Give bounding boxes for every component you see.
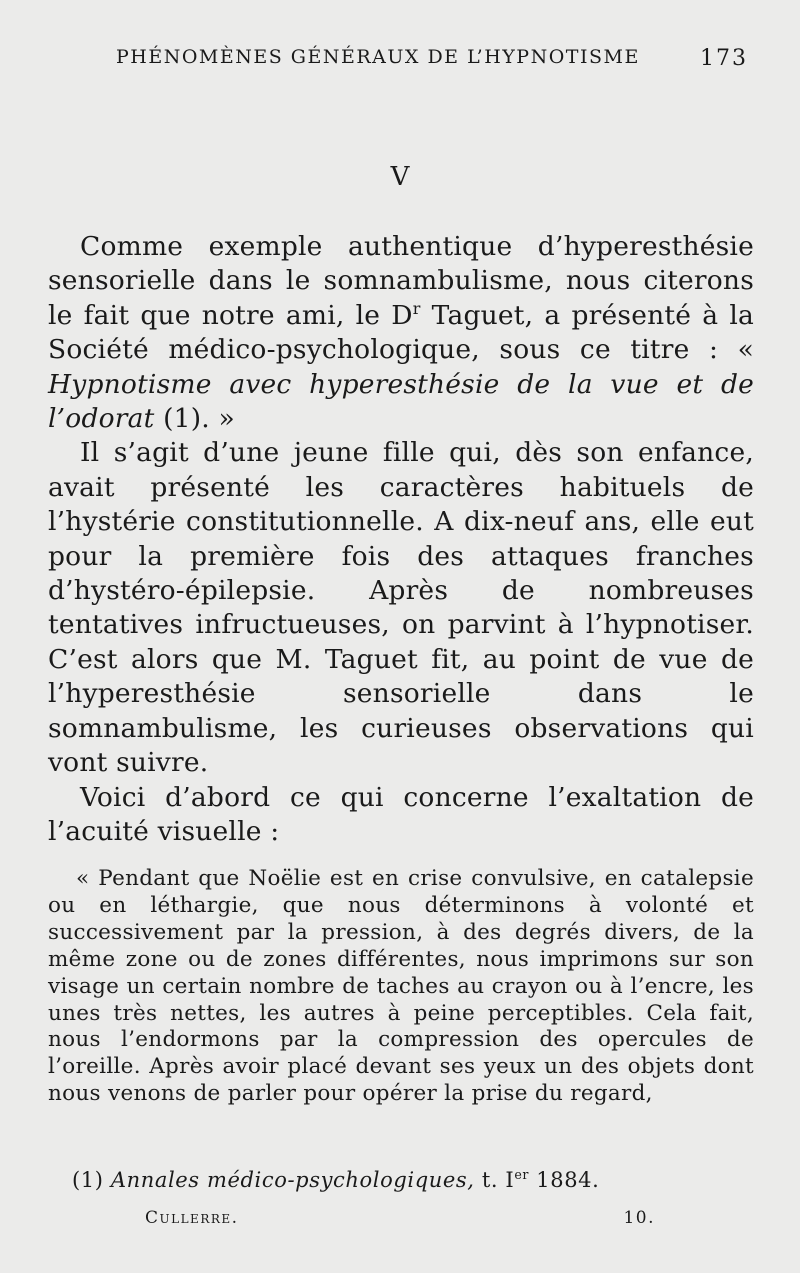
section-number: V	[390, 162, 410, 192]
paragraph-3: Voici d’abord ce qui concerne l’exaltation de l’acuité visuelle :	[48, 781, 754, 847]
paragraph-1-text-end: (1). »	[154, 403, 235, 435]
paragraph-1	[48, 230, 754, 436]
paragraph-2: Il s’agit d’une jeune fille qui, dès son enfance, avait présenté les caractères habituels de l’hystérie constitutionnelle. A dix-neuf ans, elle eut pour la première fois des attaques franches d’hystéro-épilepsie. Après de nombreuses tentatives infructueuses, on parvint à l’hypnotiser. C’est alors que M. Taguet fit, au point de vue de l’hyperesthésie sensorielle dans le somnambulisme, les curieuses observations qui vont suivre.	[48, 437, 754, 779]
footnote	[72, 1168, 752, 1192]
doctor-abbrev-sup: r	[412, 298, 421, 318]
cited-title: Hypnotisme avec hyperesthésie de la vue et de l’odorat	[48, 368, 754, 435]
paragraph-1-text-start: Comme exemple authentique d’hyperesthésie sensorielle dans le somnambulisme, nous citerons le fait que notre ami, le D	[48, 231, 754, 331]
footnote-title: Annales médico-psychologiques,	[110, 1168, 475, 1192]
footnote-ref-start: t. I	[474, 1168, 515, 1192]
paragraph-1-text-mid: Taguet, a présenté à la Société médico-psychologique, sous ce titre : «	[48, 299, 754, 366]
quotation-text: « Pendant que Noëlie est en crise convulsive, en catalepsie ou en léthargie, que nous déterminons à volonté et successivement par la pression, à des degrés divers, de la même zone ou de zones différentes, nous imprimons sur son visage un certain nombre de taches au crayon ou à l’encre, les unes très nettes, les autres à peine perceptibles. Cela fait, nous l’endormons par la compression des opercules de l’oreille. Après avoir placé devant ses yeux un des objets dont nous venons de parler pour opérer la prise du regard,	[48, 866, 754, 1107]
page-number: 173	[700, 46, 748, 71]
signature-author: Cullerre.	[145, 1208, 239, 1228]
footnote-ref-sup: er	[514, 1167, 529, 1182]
footnote-marker: (1)	[72, 1168, 104, 1192]
signature-sheet-number: 10.	[623, 1208, 655, 1228]
footnote-ref-end: 1884.	[529, 1168, 600, 1192]
running-head-title: PHÉNOMÈNES GÉNÉRAUX DE L’HYPNOTISME	[116, 46, 640, 68]
running-head	[48, 46, 752, 74]
quotation-block	[48, 866, 754, 1108]
body-text	[48, 230, 754, 849]
